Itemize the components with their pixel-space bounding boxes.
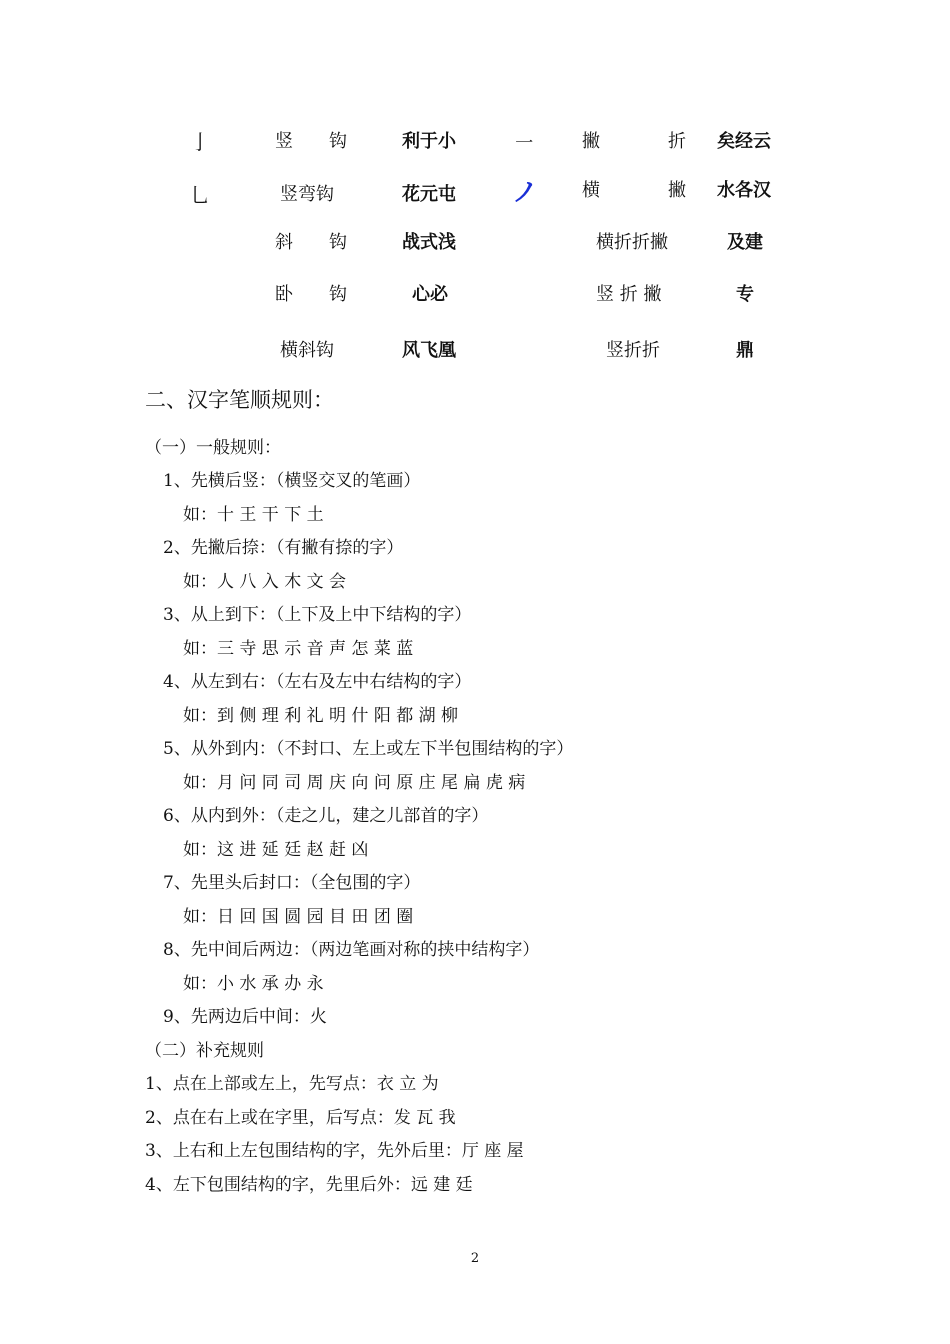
stroke-symbol: 乚 [190, 183, 210, 207]
stroke-symbol: 亅 [190, 130, 210, 154]
rule-example: 如：月 问 同 司 周 庆 向 问 原 庄 尾 扁 虎 病 [183, 773, 526, 793]
rule-example: 如：到 侧 理 利 礼 明 什 阳 都 湖 柳 [183, 706, 459, 726]
stroke-name: 折 [668, 131, 686, 152]
stroke-examples: 及建 [727, 232, 763, 253]
stroke-name: 斜 钩 [275, 232, 347, 253]
stroke-examples: 战式浅 [402, 232, 456, 253]
stroke-name: 竖 折 撇 [596, 284, 662, 305]
stroke-name: 横斜钩 [280, 340, 334, 361]
supplementary-rule: 3、上右和上左包围结构的字，先外后里：厅 座 屋 [145, 1141, 524, 1161]
stroke-examples: 专 [736, 284, 754, 305]
general-rules-heading: （一）一般规则： [145, 438, 281, 458]
stroke-name: 撇 [582, 131, 600, 152]
stroke-examples: 矣经云 [717, 131, 771, 152]
stroke-examples: 鼎 [736, 340, 754, 361]
rule-line: 4、从左到右：（左右及左中右结构的字） [163, 672, 472, 692]
supplementary-rules-heading: （二）补充规则 [145, 1041, 264, 1061]
supplementary-rule: 4、左下包围结构的字，先里后外：远 建 廷 [145, 1175, 473, 1195]
rule-example: 如：三 寺 思 示 音 声 怎 菜 蓝 [183, 639, 414, 659]
supplementary-rule: 1、点在上部或左上，先写点：衣 立 为 [145, 1074, 439, 1094]
stroke-name: 横折折撇 [596, 232, 668, 253]
rule-line: 8、先中间后两边：（两边笔画对称的挟中结构字） [163, 940, 540, 960]
section-title: 二、汉字笔顺规则： [145, 388, 334, 412]
stroke-name: 竖 钩 [275, 131, 347, 152]
stroke-name: 竖弯钩 [280, 184, 334, 205]
stroke-symbol: ㇐ [514, 130, 534, 154]
stroke-name: 卧 钩 [275, 284, 347, 305]
stroke-name: 竖折折 [606, 340, 660, 361]
rule-line: 5、从外到内：（不封口、左上或左下半包围结构的字） [163, 739, 574, 759]
supplementary-rule: 2、点在右上或在字里，后写点：发 瓦 我 [145, 1108, 456, 1128]
stroke-examples: 风飞凰 [402, 340, 456, 361]
rule-example: 如：日 回 国 圆 园 目 田 团 圈 [183, 907, 414, 927]
stroke-symbol: ノ [512, 178, 539, 208]
stroke-examples: 水各汉 [717, 180, 771, 201]
rule-line: 2、先撇后捺：（有撇有捺的字） [163, 538, 404, 558]
rule-example: 如：小 水 承 办 永 [183, 974, 324, 994]
rule-example: 如：十 王 干 下 土 [183, 505, 324, 525]
rule-line: 9、先两边后中间：火 [163, 1007, 327, 1027]
page-number: 2 [470, 1251, 480, 1266]
stroke-name: 撇 [668, 180, 686, 201]
stroke-name: 横 [582, 180, 600, 201]
rule-line: 7、先里头后封口：（全包围的字） [163, 873, 421, 893]
rule-example: 如：这 进 延 廷 赵 赶 凶 [183, 840, 369, 860]
stroke-examples: 心必 [412, 284, 448, 305]
rule-line: 3、从上到下：（上下及上中下结构的字） [163, 605, 472, 625]
rule-line: 1、先横后竖：（横竖交叉的笔画） [163, 471, 421, 491]
stroke-examples: 花元屯 [402, 184, 456, 205]
stroke-examples: 利于小 [402, 131, 456, 152]
rule-example: 如：人 八 入 木 文 会 [183, 572, 347, 592]
rule-line: 6、从内到外：（走之儿，建之儿部首的字） [163, 806, 489, 826]
